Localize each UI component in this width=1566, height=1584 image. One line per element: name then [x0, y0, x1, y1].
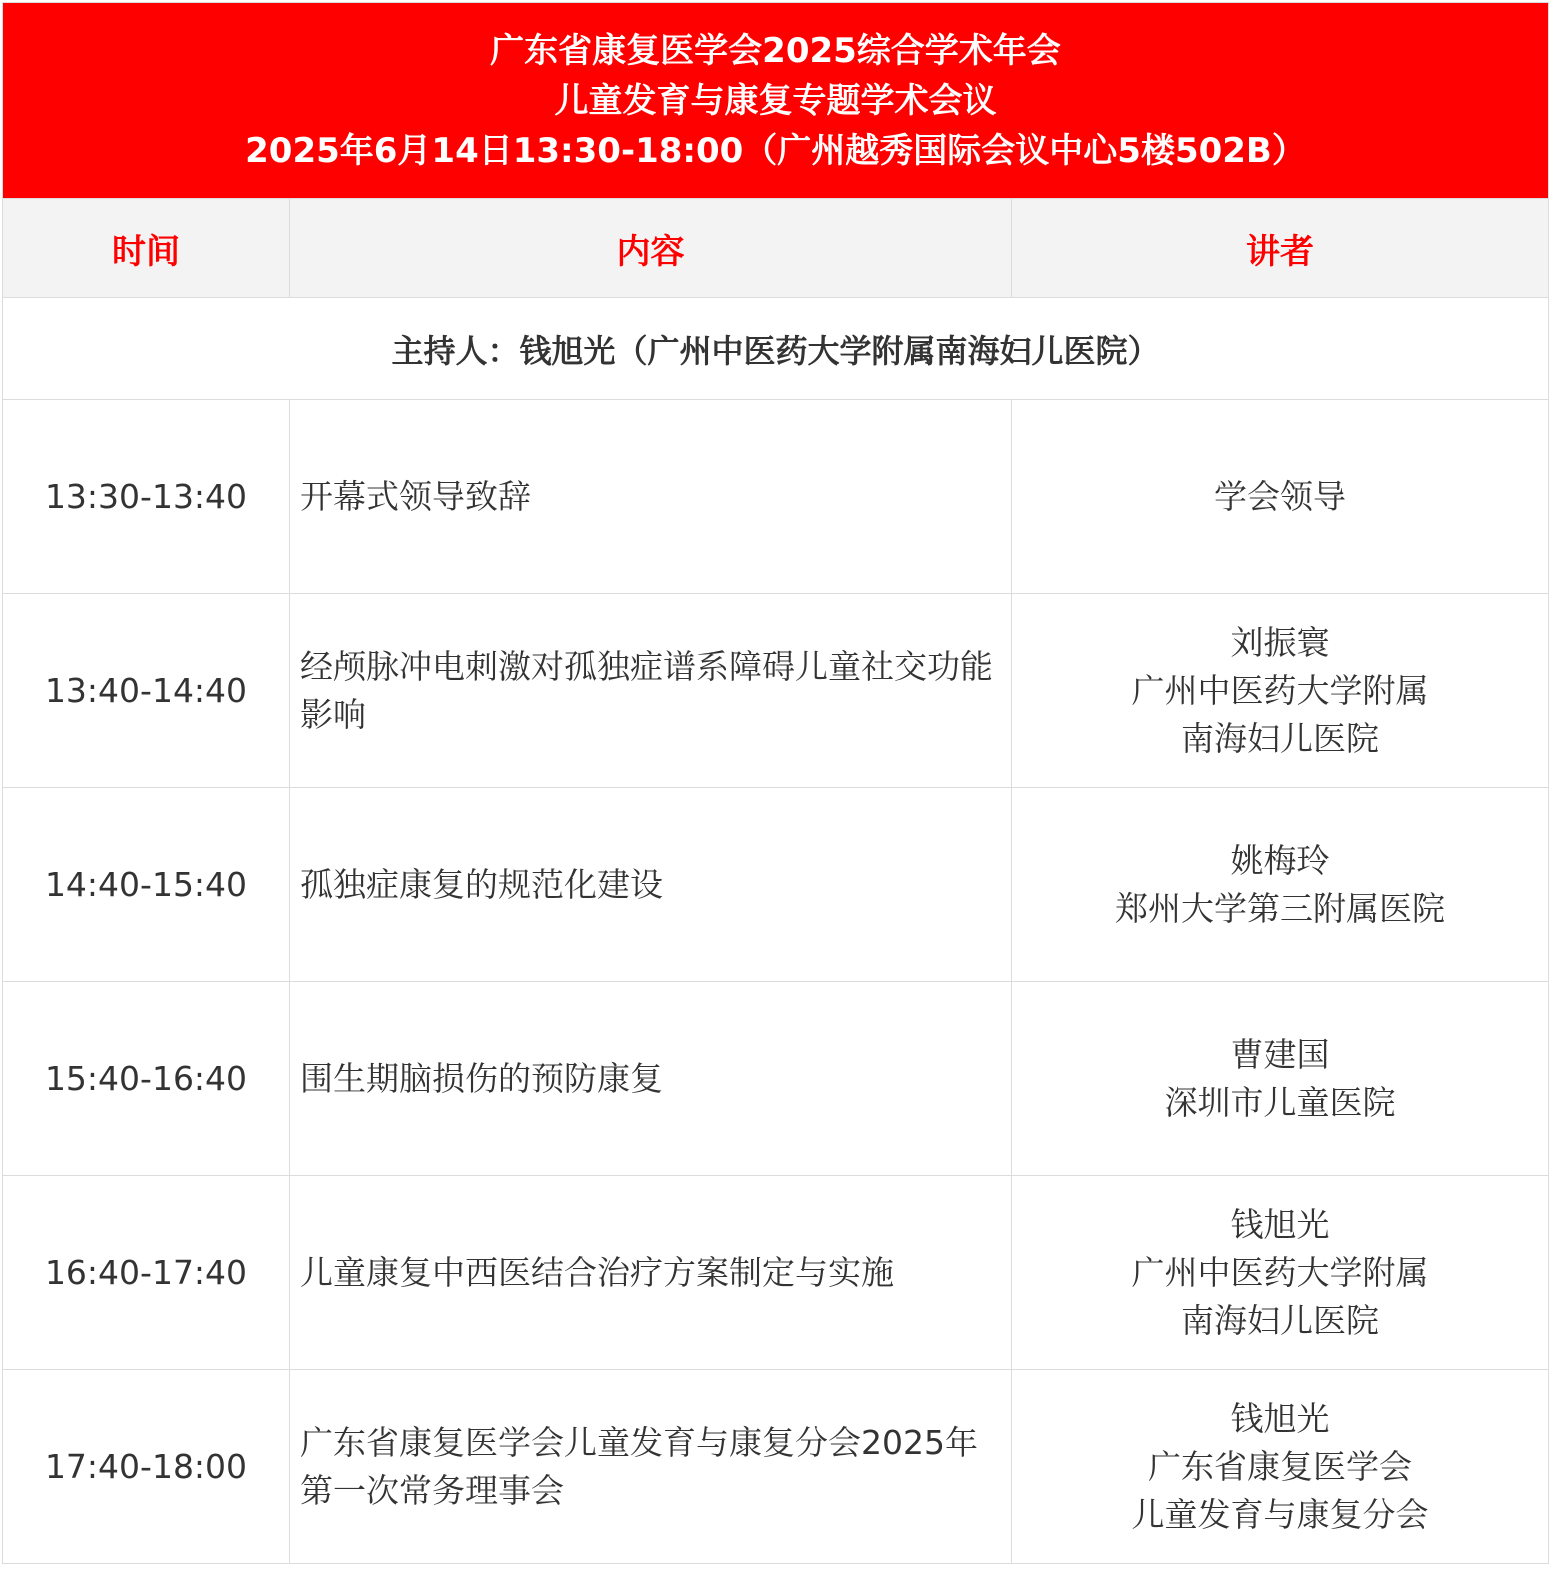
session-time: 14:40-15:40 [3, 788, 290, 982]
session-speaker [1012, 982, 1549, 1176]
speaker-line: 学会领导 [1214, 476, 1346, 516]
table-row [3, 788, 1549, 982]
date-venue: 2025年6月14日13:30-18:00（广州越秀国际会议中心5楼502B） [245, 130, 1306, 171]
speaker-name: 刘振寰 [1230, 622, 1330, 662]
speaker-affiliation: 郑州大学第三附属医院 [1115, 888, 1445, 928]
session-time: 13:40-14:40 [3, 594, 290, 788]
session-speaker [1012, 594, 1549, 788]
session-time: 13:30-13:40 [3, 400, 290, 594]
speaker-affiliation: 深圳市儿童医院 [1164, 1082, 1396, 1122]
speaker-name: 钱旭光 [1230, 1204, 1330, 1244]
speaker-name: 钱旭光 [1230, 1398, 1330, 1438]
title-banner [3, 3, 1549, 199]
session-speaker [1012, 1176, 1549, 1370]
session-time: 17:40-18:00 [3, 1370, 290, 1564]
speaker-affiliation: 广州中医药大学附属 [1131, 1252, 1429, 1292]
session-content: 儿童康复中西医结合治疗方案制定与实施 [290, 1176, 1012, 1370]
session-title: 儿童发育与康复专题学术会议 [554, 80, 997, 121]
speaker-affiliation: 儿童发育与康复分会 [1131, 1494, 1429, 1534]
session-speaker [1012, 788, 1549, 982]
session-content: 孤独症康复的规范化建设 [290, 788, 1012, 982]
session-content: 经颅脉冲电刺激对孤独症谱系障碍儿童社交功能影响 [290, 594, 1012, 788]
session-content: 广东省康复医学会儿童发育与康复分会2025年第一次常务理事会 [290, 1370, 1012, 1564]
session-content: 开幕式领导致辞 [290, 400, 1012, 594]
conference-title: 广东省康复医学会2025综合学术年会 [490, 30, 1061, 71]
speaker-affiliation: 南海妇儿医院 [1181, 1300, 1379, 1340]
column-header-row [3, 199, 1549, 298]
session-time: 15:40-16:40 [3, 982, 290, 1176]
speaker-name: 姚梅玲 [1230, 840, 1330, 880]
table-row [3, 1176, 1549, 1370]
speaker-affiliation: 广东省康复医学会 [1148, 1446, 1412, 1486]
host-row [3, 298, 1549, 400]
column-header-time: 时间 [3, 199, 290, 298]
speaker-affiliation: 南海妇儿医院 [1181, 718, 1379, 758]
column-header-content: 内容 [290, 199, 1012, 298]
table-row [3, 400, 1549, 594]
speaker-affiliation: 广州中医药大学附属 [1131, 670, 1429, 710]
session-speaker [1012, 1370, 1549, 1564]
table-row [3, 594, 1549, 788]
agenda-table [2, 2, 1549, 1564]
host-text: 主持人：钱旭光（广州中医药大学附属南海妇儿医院） [3, 298, 1549, 400]
session-speaker [1012, 400, 1549, 594]
speaker-name: 曹建国 [1230, 1034, 1330, 1074]
table-row [3, 982, 1549, 1176]
table-row [3, 1370, 1549, 1564]
session-content: 围生期脑损伤的预防康复 [290, 982, 1012, 1176]
column-header-speaker: 讲者 [1012, 199, 1549, 298]
session-time: 16:40-17:40 [3, 1176, 290, 1370]
